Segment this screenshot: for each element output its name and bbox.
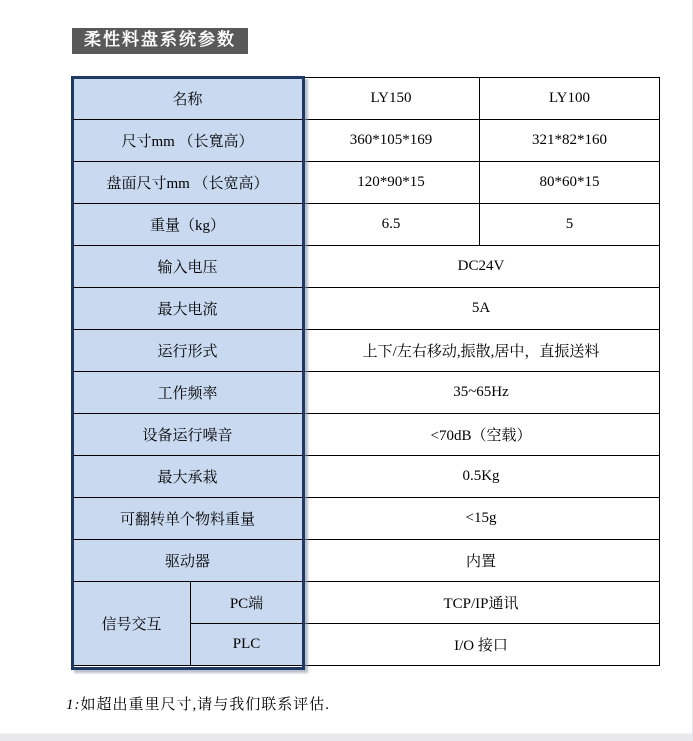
table-row [73, 288, 660, 330]
bottom-page-band [0, 733, 692, 741]
value-cell: 35~65Hz [303, 372, 660, 414]
table-row-signal-pc [73, 582, 660, 624]
row-label-cell: 重量（kg） [73, 204, 303, 246]
row-label-cell: 盘面尺寸mm （长宽高） [73, 162, 303, 204]
value-cell: 321*82*160 [480, 120, 660, 162]
spec-table-wrapper [72, 77, 660, 666]
value-cell: 5 [480, 204, 660, 246]
row-label-cell: 输入电压 [73, 246, 303, 288]
value-cell: 5A [303, 288, 660, 330]
row-label-cell: 工作频率 [73, 372, 303, 414]
value-cell: 120*90*15 [303, 162, 480, 204]
sub-label-cell: PLC [191, 624, 303, 666]
footnote-text: 如超出重里尺寸,请与我们联系评估. [80, 697, 331, 713]
signal-group-label-cell: 信号交互 [73, 582, 191, 666]
table-row [73, 204, 660, 246]
table-row [73, 414, 660, 456]
value-cell: I/O 接口 [303, 624, 660, 666]
value-cell: <70dB（空载） [303, 414, 660, 456]
row-label-cell: 可翻转单个物料重量 [73, 498, 303, 540]
table-row [73, 540, 660, 582]
header-model2-cell: LY100 [480, 78, 660, 120]
page-title: 柔性料盘系统参数 [72, 28, 248, 54]
table-row [73, 330, 660, 372]
value-cell: <15g [303, 498, 660, 540]
value-cell: DC24V [303, 246, 660, 288]
sub-label-cell: PC端 [191, 582, 303, 624]
row-label-cell: 最大电流 [73, 288, 303, 330]
value-cell: TCP/IP通讯 [303, 582, 660, 624]
footnote [66, 693, 330, 714]
row-label-cell: 运行形式 [73, 330, 303, 372]
footnote-prefix: 1: [66, 697, 81, 713]
value-cell: 上下/左右移动,振散,居中，直振送料 [303, 330, 660, 372]
value-cell: 内置 [303, 540, 660, 582]
row-label-cell: 尺寸mm （长寬高） [73, 120, 303, 162]
table-row-header [73, 78, 660, 120]
header-model1-cell: LY150 [303, 78, 480, 120]
table-row [73, 498, 660, 540]
row-label-cell: 设备运行噪音 [73, 414, 303, 456]
value-cell: 0.5Kg [303, 456, 660, 498]
table-row [73, 372, 660, 414]
spec-table [72, 77, 660, 666]
value-cell: 6.5 [303, 204, 480, 246]
table-row [73, 246, 660, 288]
table-row [73, 120, 660, 162]
table-row [73, 162, 660, 204]
row-label-cell: 最大承栽 [73, 456, 303, 498]
value-cell: 360*105*169 [303, 120, 480, 162]
table-row [73, 456, 660, 498]
row-label-cell: 驱动器 [73, 540, 303, 582]
value-cell: 80*60*15 [480, 162, 660, 204]
header-name-cell: 名称 [73, 78, 303, 120]
